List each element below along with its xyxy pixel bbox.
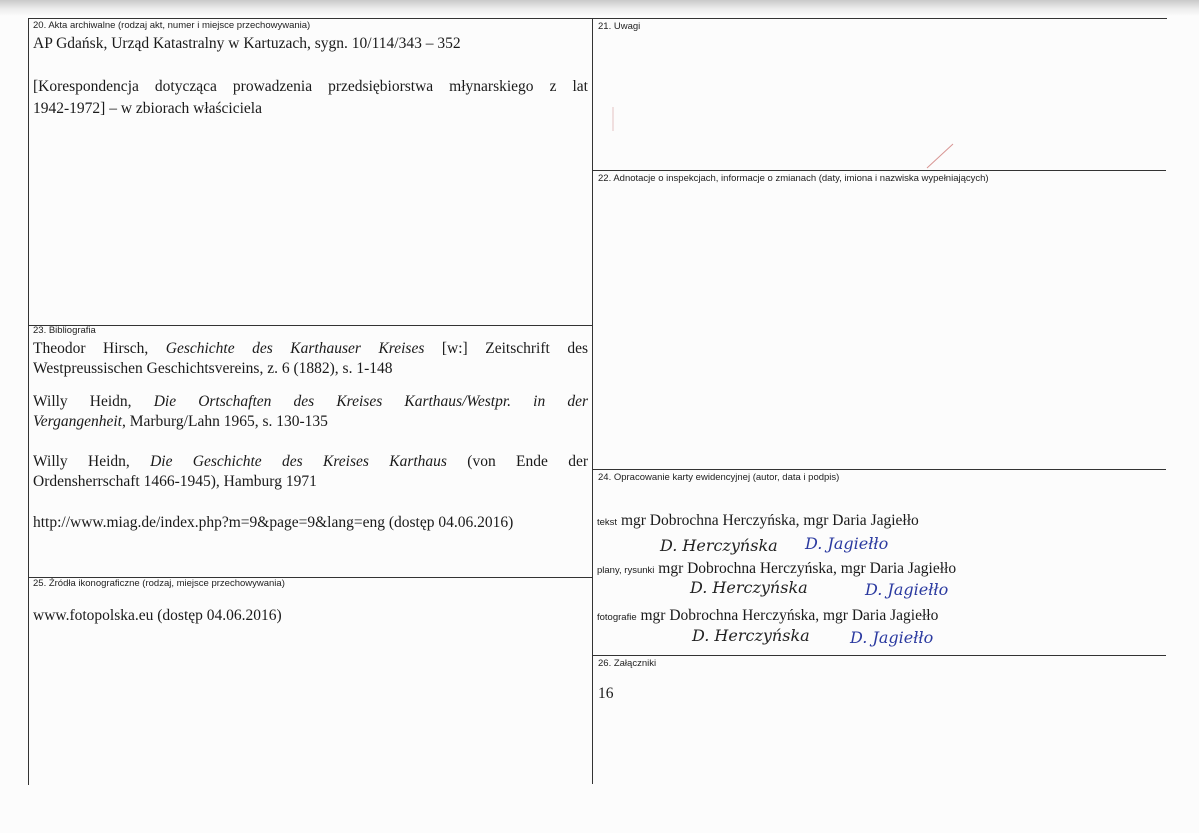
signature-jagiello: D. Jagiełło	[805, 534, 889, 553]
subtitle: (von Ende der	[446, 453, 588, 470]
author: Willy Heidn,	[33, 453, 151, 470]
archive-note-line1: [Korespondencja dotycząca prowadzenia przedsiębiorstwa młynarskiego z lat	[33, 78, 588, 95]
author-row-text	[597, 510, 919, 534]
signature-herczynska: D. Herczyńska	[692, 626, 810, 645]
stray-pen-mark	[925, 140, 955, 170]
row-label: tekst	[597, 517, 618, 528]
section-22-header: 22. Adnotacje o inspekcjach, informacje o zmianach (daty, imiona i nazwiska wypełniających)	[598, 173, 989, 184]
source: [w:] Zeitschrift des	[424, 340, 588, 357]
attachments-count: 16	[598, 685, 614, 702]
author-names: mgr Dobrochna Herczyńska, mgr Daria Jagiełło	[620, 512, 919, 529]
row-label: fotografie	[597, 612, 637, 623]
section-21-header: 21. Uwagi	[598, 21, 641, 32]
bibliography-entry-3-line2: Ordensherrschaft 1466-1945), Hamburg 1971	[33, 473, 317, 490]
divider-22-24	[592, 469, 1166, 470]
scan-top-edge	[0, 0, 1199, 16]
column-divider	[592, 18, 593, 784]
section-23-header: 23. Bibliografia	[33, 325, 96, 336]
stray-pen-mark	[608, 105, 618, 135]
iconographic-source: www.fotopolska.eu (dostęp 04.06.2016)	[33, 607, 282, 624]
title: Die Geschichte des Kreises Karthaus	[150, 453, 447, 470]
signature-jagiello: D. Jagiełło	[850, 628, 934, 647]
section-20-header: 20. Akta archiwalne (rodzaj akt, numer i miejsce przechowywania)	[33, 20, 311, 31]
signature-herczynska: D. Herczyńska	[690, 578, 808, 597]
divider-20-23	[28, 325, 593, 326]
section-25-header: 25. Źródła ikonograficzne (rodzaj, miejsce przechowywania)	[33, 578, 285, 589]
author-names: mgr Dobrochna Herczyńska, mgr Daria Jagiełło	[658, 560, 957, 577]
bibliography-entry-1-line2: Westpreussischen Geschichtsvereins, z. 6 (1882), s. 1-148	[33, 360, 393, 377]
publication-info: , Marburg/Lahn 1965, s. 130-135	[121, 413, 328, 430]
title: Die Ortschaften des Kreises Karthaus/Westpr. in der	[153, 393, 589, 410]
bibliography-entry-2-line2	[33, 411, 588, 433]
signature-jagiello: D. Jagiełło	[865, 580, 949, 599]
divider-24-26	[592, 655, 1166, 656]
bibliography-entry-2-line1	[33, 391, 588, 413]
bibliography-entry-1-line1	[33, 338, 588, 360]
divider-21-22	[592, 170, 1166, 171]
row-label: plany, rysunki	[597, 565, 655, 576]
section-24-header: 24. Opracowanie karty ewidencyjnej (autor, data i podpis)	[598, 472, 840, 483]
section-26-header: 26. Załączniki	[598, 658, 657, 669]
signature-herczynska: D. Herczyńska	[660, 536, 778, 555]
title-cont: Vergangenheit	[33, 413, 122, 430]
bibliography-url: http://www.miag.de/index.php?m=9&page=9&lang=eng (dostęp 04.06.2016)	[33, 514, 514, 531]
title: Geschichte des Karthauser Kreises	[165, 340, 425, 357]
author-names: mgr Dobrochna Herczyńska, mgr Daria Jagiełło	[640, 607, 939, 624]
archive-note-line2: 1942-1972] – w zbiorach właściciela	[33, 100, 262, 117]
bibliography-entry-3-line1	[33, 451, 588, 473]
archive-reference: AP Gdańsk, Urząd Katastralny w Kartuzach, sygn. 10/114/343 – 352	[33, 35, 461, 52]
author: Theodor Hirsch,	[33, 340, 166, 357]
author: Willy Heidn,	[33, 393, 154, 410]
